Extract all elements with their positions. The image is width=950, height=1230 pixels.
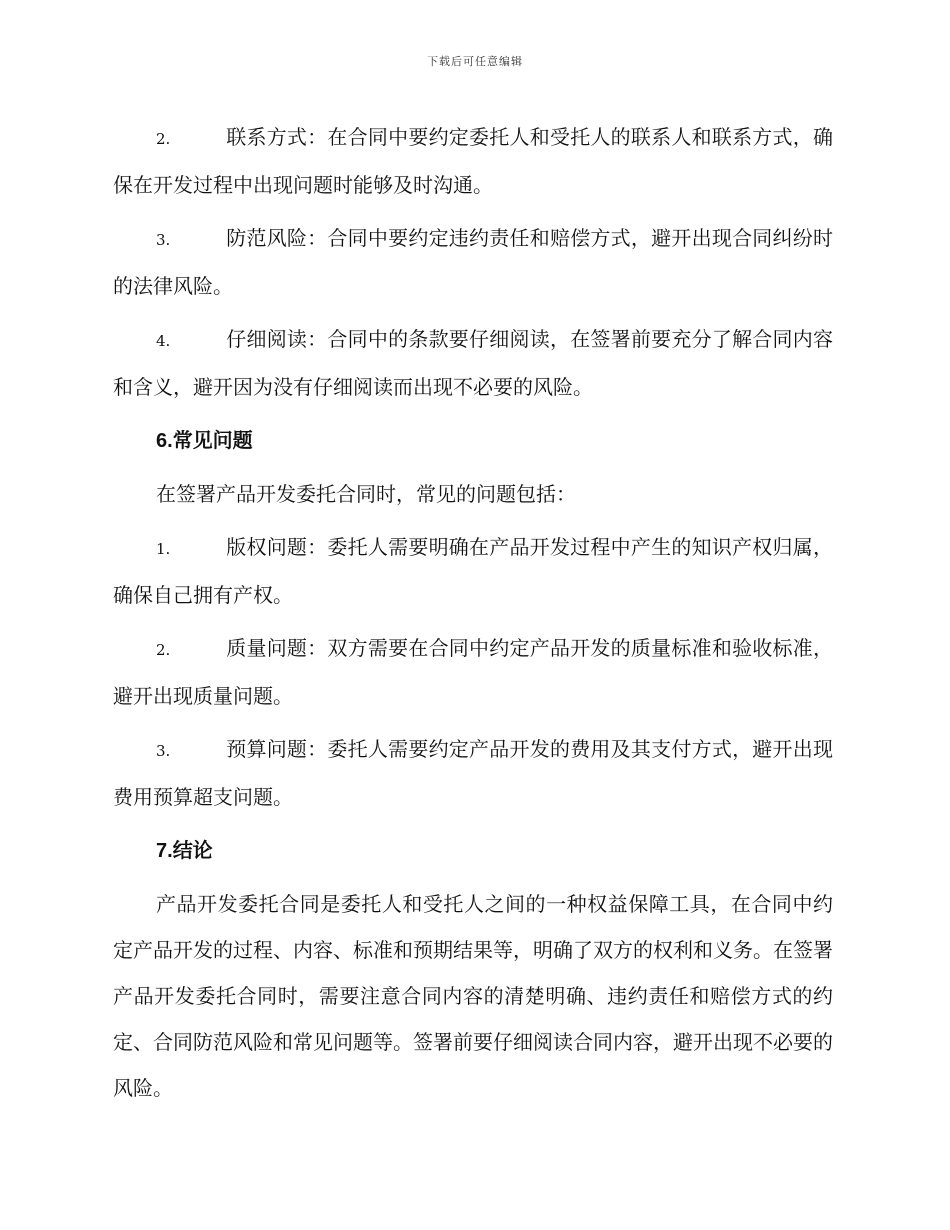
list-item-text: 版权问题：委托人需要明确在产品开发过程中产生的知识产权归属，确保自己拥有产权。 [113, 535, 833, 607]
list-item-text: 质量问题：双方需要在合同中约定产品开发的质量标准和验收标准，避开出现质量问题。 [113, 636, 833, 708]
list-item-number: 3. [156, 231, 171, 249]
list-item-number: 2. [156, 130, 171, 148]
list-item-number: 4. [156, 332, 171, 350]
list-item-number: 3. [156, 742, 171, 760]
list-item-text: 防范风险：合同中要约定违约责任和赔偿方式，避开出现合同纠纷时的法律风险。 [113, 226, 833, 298]
section-heading-common-issues [113, 417, 833, 464]
document-body [113, 114, 833, 1118]
list-item [113, 625, 833, 719]
list-item [113, 524, 833, 618]
conclusion-paragraph: 产品开发委托合同是委托人和受托人之间的一种权益保障工具，在合同中约定产品开发的过程、内容、标准和预期结果等，明确了双方的权利和义务。在签署产品开发委托合同时，需要注意合同内容的清楚明确、违约责任和赔偿方式的约定、合同防范风险和常见问题等。签署前要仔细阅读合同内容，避开出现不必要的风险。 [113, 892, 833, 1100]
list-item-text: 仔细阅读：合同中的条款要仔细阅读，在签署前要充分了解合同内容和含义，避开因为没有仔细阅读而出现不必要的风险。 [113, 327, 833, 399]
list-item-number: 2. [156, 641, 171, 659]
list-item [113, 215, 833, 309]
section-title: 常见问题 [172, 428, 253, 452]
list-item-text: 联系方式：在合同中要约定委托人和受托人的联系人和联系方式，确保在开发过程中出现问题时能够及时沟通。 [113, 125, 833, 197]
section-intro: 在签署产品开发委托合同时，常见的问题包括： [156, 482, 576, 506]
list-item-number: 1. [156, 540, 171, 558]
section-number: 6. [156, 430, 173, 452]
section-number: 7. [156, 840, 173, 862]
list-item-text: 预算问题：委托人需要约定产品开发的费用及其支付方式，避开出现费用预算超支问题。 [113, 737, 833, 809]
section-title: 结论 [172, 838, 213, 862]
section-heading-conclusion [113, 827, 833, 874]
list-item [113, 726, 833, 820]
list-item [113, 316, 833, 410]
list-item [113, 114, 833, 208]
page-header: 下载后可任意编辑 [427, 55, 523, 68]
